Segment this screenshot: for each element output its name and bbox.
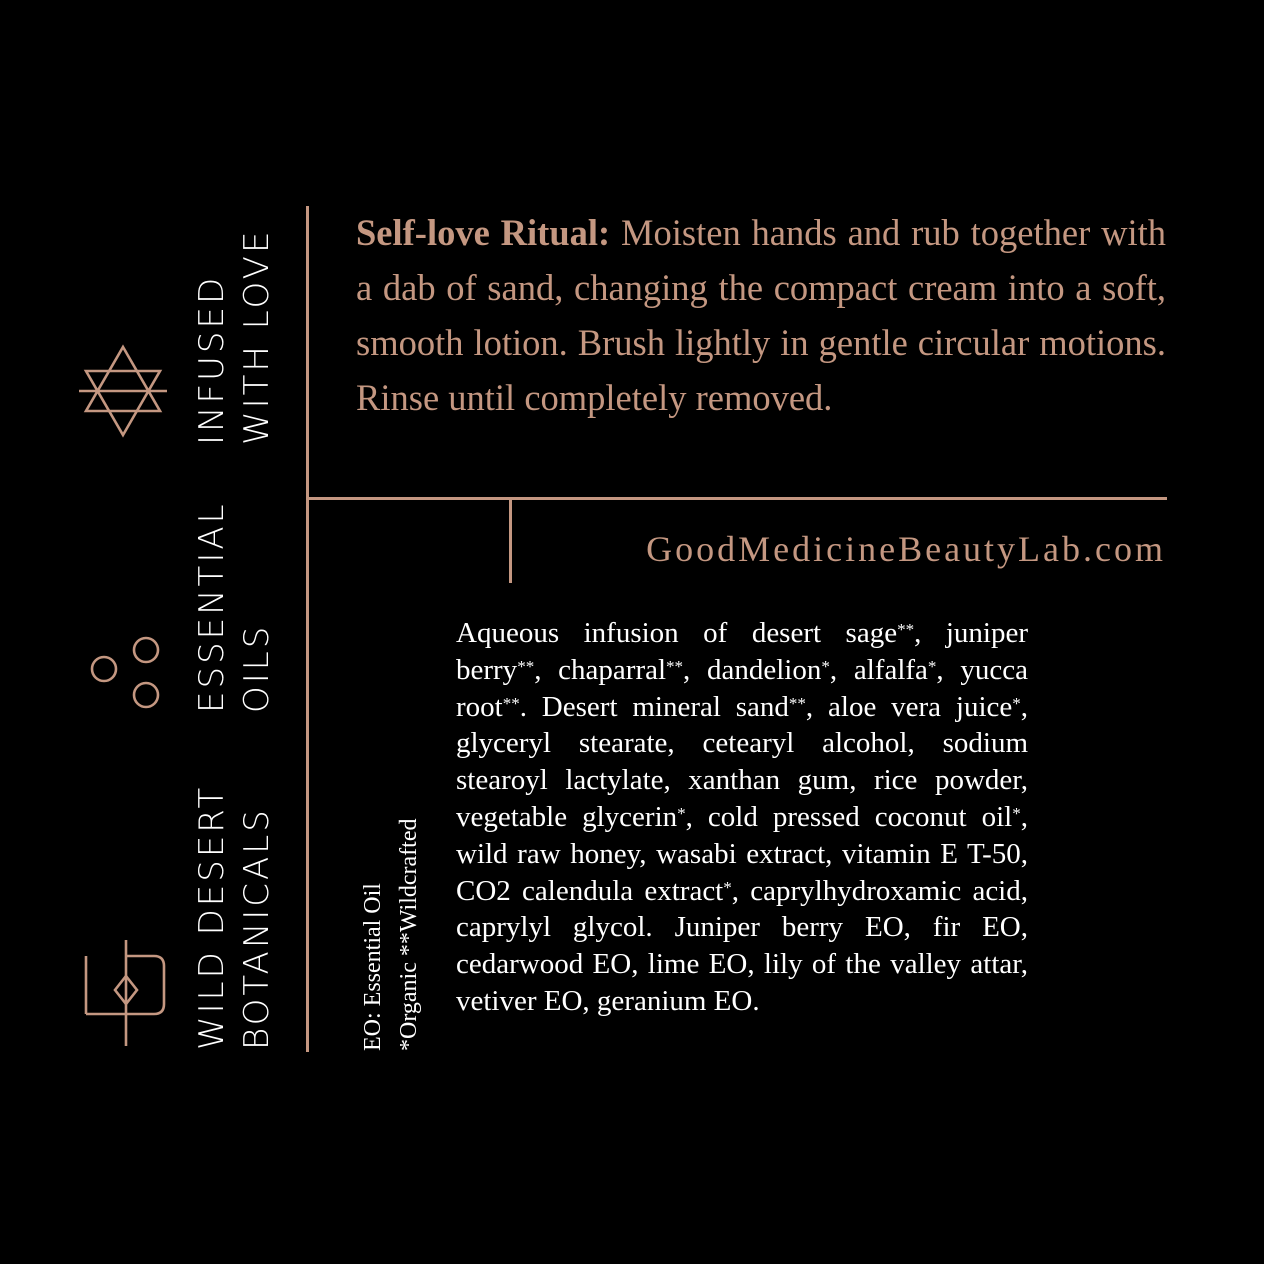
vertical-divider: [306, 206, 309, 1052]
claim-line: ESSENTIAL: [192, 501, 232, 713]
claim-line: INFUSED: [192, 274, 232, 445]
website-url: GoodMedicineBeautyLab.com: [646, 529, 1166, 569]
ingredient-text: , caprylhydroxamic acid, caprylyl glycol. Juniper berry EO, fir EO, cedarwood EO, lime EO, lily of the valley attar, vetiver EO, geranium EO.: [456, 874, 1028, 1017]
ingredient-text: Aqueous infusion of desert sage: [456, 617, 898, 649]
ritual-text: Moisten hands and rub together with a dab of sand, changing the compact cream into a soft, smooth lotion. Brush lightly in gentle circular motions. Rinse until completely removed.: [356, 212, 1167, 418]
claim-essential-oils: [190, 493, 280, 713]
ingredient-list: [456, 615, 1028, 1020]
ritual-instructions: [356, 205, 1166, 425]
ingredient-marker: **: [788, 693, 806, 713]
ingredient-text: , yucca root: [456, 653, 1029, 723]
website-divider: [509, 500, 512, 583]
ingredient-text: , glyceryl stearate, cetearyl alcohol, sodium stearoyl lactylate, xanthan gum, rice powder, vegetable glycerin: [456, 690, 1029, 833]
ingredient-text: , wild raw honey, wasabi extract, vitamin E T-50, CO2 calendula extract: [456, 800, 1028, 907]
brand-monogram-icon: [82, 940, 172, 1050]
ingredient-marker: *: [677, 803, 686, 823]
ingredient-marker: **: [502, 693, 520, 713]
ingredient-marker: *: [1012, 803, 1021, 823]
octagram-star-icon: [73, 341, 173, 441]
ingredient-marker: **: [517, 656, 535, 676]
ingredient-text: , aloe vera juice: [805, 690, 1013, 723]
ingredient-marker: *: [927, 656, 937, 676]
ingredient-text: . Desert mineral sand: [519, 690, 789, 723]
ingredient-marker: **: [897, 620, 915, 639]
legend-line: *Organic **Wildcrafted: [396, 818, 422, 1051]
claim-wild-desert-botanicals: [190, 775, 280, 1050]
ingredient-text: , alfalfa: [829, 653, 928, 686]
ingredient-text: , chaparral: [534, 653, 667, 686]
claim-line: OILS: [237, 623, 277, 713]
ingredient-marker: *: [1012, 693, 1021, 713]
three-circles-icon: [86, 632, 166, 712]
ingredient-text: , dandelion: [683, 653, 822, 686]
claim-line: BOTANICALS: [237, 807, 277, 1050]
claim-line: WILD DESERT: [192, 784, 232, 1050]
horizontal-divider: [306, 497, 1167, 500]
legend-line: EO: Essential Oil: [360, 883, 386, 1051]
ingredient-text: , cold pressed coconut oil: [685, 800, 1013, 833]
ingredient-text: , juniper berry: [456, 617, 1028, 686]
claim-infused-with-love: [190, 205, 280, 445]
ingredient-marker: *: [821, 656, 830, 676]
claim-line: WITH LOVE: [237, 228, 277, 445]
ingredient-marker: **: [666, 656, 684, 676]
ingredient-legend: [355, 751, 427, 1051]
ritual-label: Self-love Ritual:: [356, 212, 611, 253]
ingredient-marker: *: [723, 877, 732, 897]
